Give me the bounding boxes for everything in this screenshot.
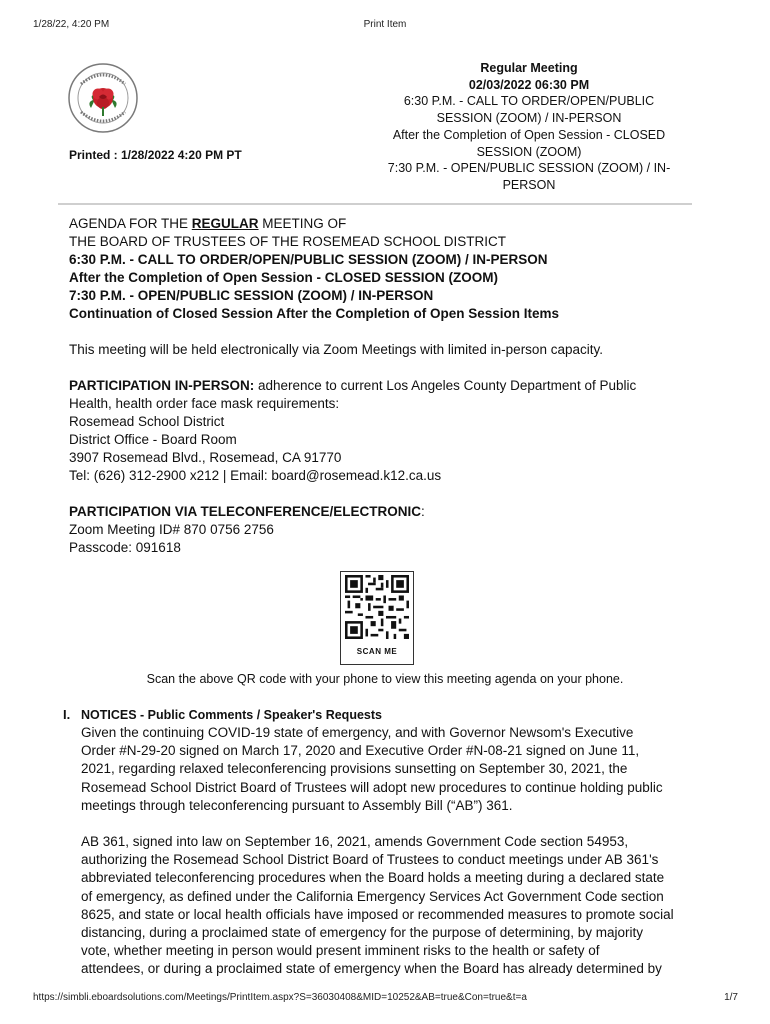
teleconference-label: PARTICIPATION VIA TELECONFERENCE/ELECTRONIC bbox=[69, 504, 422, 519]
agenda-title-suffix: MEETING OF bbox=[258, 216, 347, 231]
paragraph-line: Given the continuing COVID-19 state of emergency, and with Governor Newsom's Executive bbox=[81, 725, 634, 740]
meeting-datetime: 02/03/2022 06:30 PM bbox=[468, 77, 590, 92]
qr-caption: SCAN ME bbox=[356, 647, 398, 656]
paragraph-line: 8625, and state or local health officials have imposed or recommended measures to promote social bbox=[81, 906, 674, 922]
session-line: Continuation of Closed Session After the Completion of Open Session Items bbox=[69, 306, 560, 321]
meeting-info-line: PERSON bbox=[502, 177, 556, 192]
qr-code-icon bbox=[345, 575, 409, 639]
paragraph-line: authorizing the Rosemead School District Board of Trustees to conduct meetings under AB 361's bbox=[81, 852, 659, 868]
agenda-intro bbox=[69, 215, 709, 557]
paragraph-line: Rosemead School District Board of Trustees will adopt new procedures to continue holding public bbox=[81, 779, 663, 795]
print-datetime: 1/28/22, 4:20 PM bbox=[33, 19, 110, 30]
paragraph-line: vote, whether meeting in person would present imminent risks to the health or safety of bbox=[81, 943, 600, 959]
print-title: Print Item bbox=[363, 19, 407, 30]
district-seal-icon bbox=[67, 62, 139, 134]
agenda-title-regular: REGULAR bbox=[191, 216, 259, 231]
meeting-info-line: SESSION (ZOOM) bbox=[476, 144, 582, 159]
address-line: Rosemead School District bbox=[69, 414, 225, 429]
section-number: I. bbox=[63, 707, 71, 722]
session-line: After the Completion of Open Session - CLOSED SESSION (ZOOM) bbox=[69, 270, 499, 285]
session-line: 7:30 P.M. - OPEN/PUBLIC SESSION (ZOOM) / IN-PERSON bbox=[69, 288, 434, 303]
printed-timestamp: Printed : 1/28/2022 4:20 PM PT bbox=[69, 148, 242, 162]
paragraph-line: distancing, during a proclaimed state of emergency for the purpose of determining, by majority bbox=[81, 925, 644, 941]
in-person-text: adherence to current Los Angeles County Department of Public bbox=[254, 378, 637, 393]
paragraph-line: of emergency, as defined under the California Emergency Services Act Government Code section bbox=[81, 888, 664, 904]
in-person-participation bbox=[69, 377, 709, 395]
agenda-title bbox=[69, 215, 709, 233]
board-line: THE BOARD OF TRUSTEES OF THE ROSEMEAD SCHOOL DISTRICT bbox=[69, 234, 507, 249]
section-body bbox=[81, 724, 709, 979]
in-person-label: PARTICIPATION IN-PERSON: bbox=[69, 378, 255, 393]
meeting-info-line: SESSION (ZOOM) / IN-PERSON bbox=[436, 111, 622, 126]
print-url: https://simbli.eboardsolutions.com/Meetings/PrintItem.aspx?S=36030408&MID=10252&AB=true&Con=true&t=a bbox=[33, 992, 527, 1003]
address-line: 3907 Rosemead Blvd., Rosemead, CA 91770 bbox=[69, 450, 342, 465]
paragraph-line: abbreviated teleconferencing procedures when the Board holds a meeting during a declared state bbox=[81, 870, 665, 886]
meeting-info-line: 7:30 P.M. - OPEN/PUBLIC SESSION (ZOOM) / IN- bbox=[387, 161, 671, 176]
zoom-meeting-id: Zoom Meeting ID# 870 0756 2756 bbox=[69, 522, 274, 537]
session-line: 6:30 P.M. - CALL TO ORDER/OPEN/PUBLIC SESSION (ZOOM) / IN-PERSON bbox=[69, 252, 548, 267]
paragraph-line: AB 361, signed into law on September 16, 2021, amends Government Code section 54953, bbox=[81, 834, 629, 850]
electronic-note: This meeting will be held electronically via Zoom Meetings with limited in-person capacity. bbox=[69, 342, 603, 357]
teleconference-participation bbox=[69, 503, 709, 521]
paragraph-line: Order #N-29-20 signed on March 17, 2020 and Executive Order #N-08-21 signed on June 11, bbox=[81, 743, 640, 759]
meeting-header bbox=[58, 60, 694, 202]
header-divider bbox=[58, 203, 692, 205]
in-person-text-cont: Health, health order face mask requirements: bbox=[69, 396, 340, 411]
paragraph-line: attendees, or during a proclaimed state of emergency when the Board has already determined by bbox=[81, 961, 662, 977]
qr-note: Scan the above QR code with your phone to view this meeting agenda on your phone. bbox=[146, 672, 624, 686]
meeting-info-line: After the Completion of Open Session - CLOSED bbox=[392, 127, 666, 142]
zoom-passcode: Passcode: 091618 bbox=[69, 540, 181, 555]
meeting-info-line: 6:30 P.M. - CALL TO ORDER/OPEN/PUBLIC bbox=[403, 94, 655, 109]
meeting-type: Regular Meeting bbox=[480, 61, 578, 75]
page-number: 1/7 bbox=[724, 992, 738, 1003]
paragraph-line: 2021, regarding relaxed teleconferencing provisions sunsetting on September 30, 2021, the bbox=[81, 761, 628, 777]
teleconference-colon: : bbox=[421, 504, 425, 519]
paragraph-line: meetings through teleconferencing pursuant to Assembly Bill (“AB”) 361. bbox=[81, 797, 513, 813]
contact-line: Tel: (626) 312-2900 x212 | Email: board@rosemead.k12.ca.us bbox=[69, 468, 442, 483]
address-line: District Office - Board Room bbox=[69, 432, 237, 447]
qr-code bbox=[340, 571, 414, 665]
section-heading: NOTICES - Public Comments / Speaker's Requests bbox=[81, 708, 382, 722]
agenda-title-prefix: AGENDA FOR THE bbox=[69, 216, 192, 231]
meeting-info bbox=[376, 60, 682, 194]
browser-print-header bbox=[0, 0, 770, 36]
